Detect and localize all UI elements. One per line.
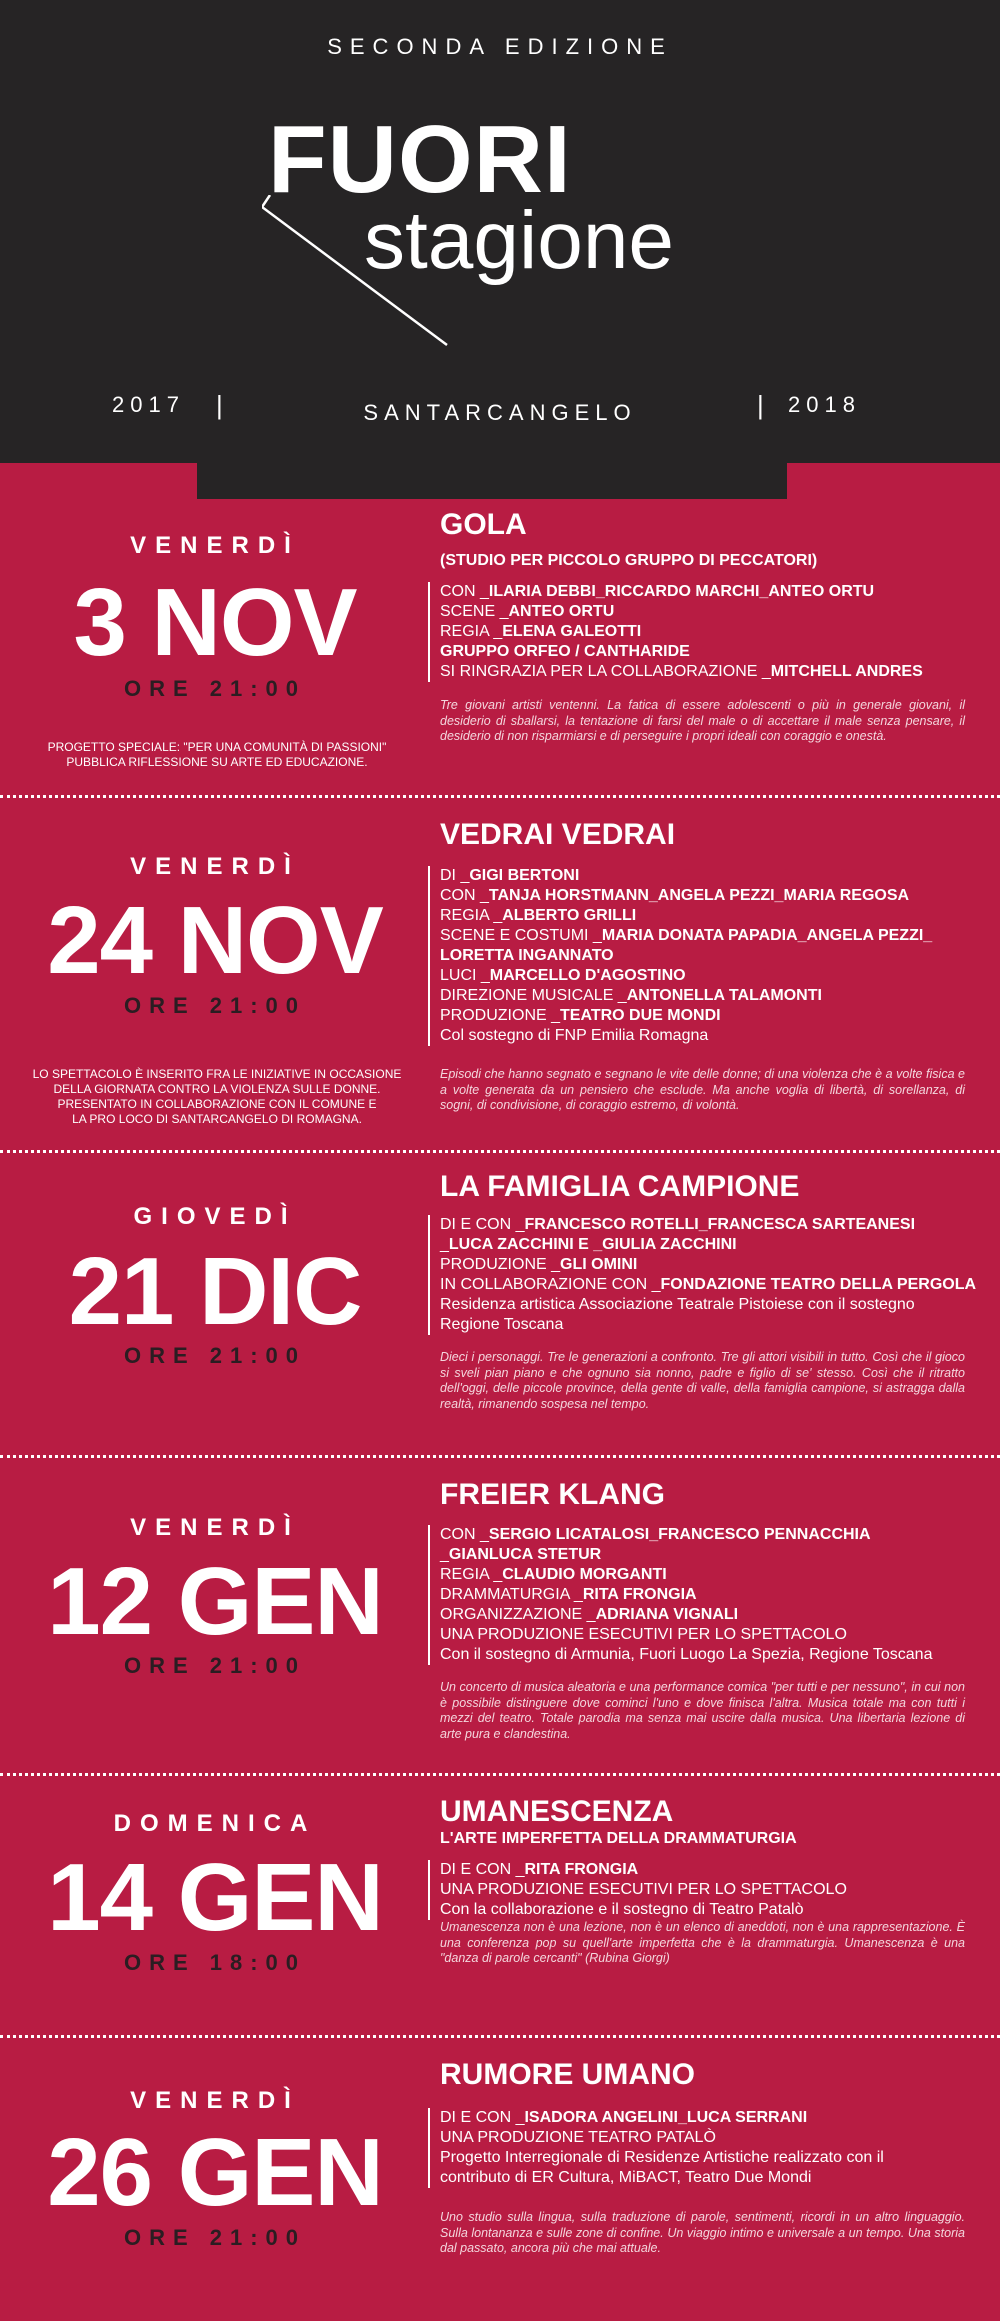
credit-line: [440, 2148, 960, 2168]
credit-line: [440, 1295, 960, 1315]
credit-line: [440, 1026, 960, 1046]
event-description: Umanescenza non è una lezione, non è un elenco di aneddoti, non è una rappresentazione. È una conferenza pop su quell'arte imperfetta che è la drammaturgia. Umanescenza è una "danza di parole cercanti" (Rubina Giorgi): [440, 1920, 965, 1965]
credit-names: ANTONELLA TALAMONTI: [626, 987, 822, 1004]
credit-role: DI E CON _: [440, 2109, 525, 2126]
credit-names: GIGI BERTONI: [469, 867, 580, 884]
event-day: VENERDÌ: [130, 2087, 300, 2114]
event-credits-bar: [428, 1525, 430, 1665]
event-divider: [0, 2035, 1000, 2038]
credit-line: [440, 1235, 960, 1255]
credit-line: [440, 906, 960, 926]
credit-line: [440, 966, 960, 986]
event-title: FREIER KLANG: [440, 1478, 665, 1511]
credit-line: [440, 1215, 960, 1235]
credit-names: RITA FRONGIA: [582, 1586, 697, 1603]
credit-role: LUCI _: [440, 967, 490, 984]
credit-names: ALBERTO GRILLI: [502, 907, 637, 924]
credit-names: RITA FRONGIA: [524, 1861, 639, 1878]
event-time: ORE 21:00: [123, 676, 307, 701]
event-note: [22, 1067, 412, 1127]
event-description: Episodi che hanno segnato e segnano le vite delle donne; di una violenza che è a volte fisica e a volte generata da un pensiero che esclude. Ma anche voglia di libertà, di sorellanza, di sogni, di condivisione, di coraggio estremo, di volontà.: [440, 1067, 965, 1112]
event-title: UMANESCENZA: [440, 1795, 674, 1828]
event-title: GOLA: [440, 508, 527, 541]
event-date: 26 GEN: [47, 2119, 383, 2226]
event-subtitle: L'ARTE IMPERFETTA DELLA DRAMMATURGIA: [440, 1830, 797, 1847]
event-credits: [440, 1525, 960, 1665]
credit-line: [440, 866, 960, 886]
credit-names: ADRIANA VIGNALI: [595, 1606, 739, 1623]
credit-role: DRAMMATURGIA _: [440, 1586, 583, 1603]
credit-role: PRODUZIONE _: [440, 1256, 561, 1273]
credit-line: [440, 1860, 960, 1880]
credit-role: REGIA _: [440, 1566, 503, 1583]
credit-names: MITCHELL ANDRES: [770, 663, 923, 680]
credit-names: ILARIA DEBBI_RICCARDO MARCHI_ANTEO ORTU: [488, 583, 875, 600]
event-credits: [440, 1215, 977, 1335]
credit-names: TANJA HORSTMANN_ANGELA PEZZI_MARIA REGOSA: [488, 887, 910, 904]
event-note-line: LO SPETTACOLO È INSERITO FRA LE INIZIATIVE IN OCCASIONE: [32, 1067, 402, 1081]
credit-line: [440, 1275, 977, 1295]
credit-line: [440, 1900, 960, 1920]
credit-role: Regione Toscana: [440, 1316, 564, 1333]
event-note-line: PRESENTATO IN COLLABORAZIONE CON IL COMUNE E: [57, 1097, 377, 1111]
event-note: [22, 740, 412, 770]
credit-names: LORETTA INGANNATO: [440, 947, 614, 964]
credit-names: GRUPPO ORFEO / CANTHARIDE: [440, 643, 690, 660]
credit-line: [440, 2168, 960, 2188]
event-description: Uno studio sulla lingua, sulla traduzione di parole, sentimenti, ricordi in un altro linguaggio. Sulla lontananza e sulle zone di confine. Un viaggio intimo e universale a un tempo. Una storia dal passato, ancora più che mai attuale.: [440, 2210, 965, 2255]
event-day: DOMENICA: [113, 1810, 317, 1837]
event-day: GIOVEDÌ: [133, 1203, 297, 1230]
event-description: Tre giovani artisti ventenni. La fatica di essere adolescenti o più in generale giovani, il desiderio di sballarsi, la tentazione di farsi del male o di accettare il male senza pensare, il desiderio di non risparmiarsi e di perseguire i propri ideali con coraggio e onestà.: [440, 698, 965, 743]
credit-names: CLAUDIO MORGANTI: [502, 1566, 667, 1583]
credit-role: DI E CON _: [440, 1216, 525, 1233]
edition-label: SECONDA EDIZIONE: [327, 34, 673, 59]
event-day: VENERDÌ: [130, 853, 300, 880]
credit-line: [440, 602, 960, 622]
logo-stagione: stagione: [364, 195, 675, 286]
year-end: 2018: [788, 392, 861, 417]
event-description: Dieci i personaggi. Tre le generazioni a confronto. Tre gli attori visibili in tutto. Così che il gioco si sveli pian piano e che ognuno sia nonno, padre e figlio di se' stesso. Così che il ritratto dell'oggi, delle piccole province, della gente di valle, della famiglia campione, si astragga dalla realtà, rimanendo sospesa nel tempo.: [440, 1350, 965, 1411]
event-title: RUMORE UMANO: [440, 2058, 695, 2091]
event-credits: [440, 582, 960, 682]
credit-line: [440, 1605, 960, 1625]
event-credits-bar: [428, 582, 430, 682]
credit-names: FRANCESCO ROTELLI_FRANCESCA SARTEANESI: [524, 1216, 916, 1233]
credit-line: [440, 926, 960, 946]
header-tab: [197, 463, 787, 499]
credit-line: [440, 1545, 960, 1565]
credit-names: ELENA GALEOTTI: [502, 623, 642, 640]
event-title: VEDRAI VEDRAI: [440, 818, 676, 851]
credit-role: PRODUZIONE _: [440, 1007, 561, 1024]
event-note-line: DELLA GIORNATA CONTRO LA VIOLENZA SULLE DONNE.: [53, 1082, 381, 1096]
credit-role: REGIA _: [440, 623, 503, 640]
credit-line: [440, 2108, 960, 2128]
credit-role: IN COLLABORAZIONE CON _: [440, 1276, 661, 1293]
event-credits-bar: [428, 2108, 430, 2188]
credit-line: [440, 1006, 960, 1026]
credit-role: SCENE _: [440, 603, 509, 620]
event-subtitle: (STUDIO PER PICCOLO GRUPPO DI PECCATORI): [440, 552, 818, 569]
event-description: Un concerto di musica aleatoria e una performance comica "per tutti e per nessuno", in cui non è possibile distinguere dove cominci l'uno e dove finisca l'altra. Musica totale ma con tutti i mezzi del teatro. Totale parodia ma senza mai uscire dalla musica. Una libertaria lezione di arte pura e clandestina.: [440, 1680, 965, 1741]
credit-names: LUCA ZACCHINI E _GIULIA ZACCHINI: [448, 1236, 737, 1253]
credit-line: [440, 1645, 960, 1665]
credit-line: [440, 582, 960, 602]
event-time: ORE 21:00: [123, 1653, 307, 1678]
event-date: 12 GEN: [47, 1548, 383, 1655]
credit-line: [440, 642, 960, 662]
credit-names: TEATRO DUE MONDI: [560, 1007, 721, 1024]
credit-role: ORGANIZZAZIONE _: [440, 1606, 596, 1623]
city-label: SANTARCANGELO: [363, 400, 637, 425]
event-day: VENERDÌ: [130, 1514, 300, 1541]
credit-names: MARIA DONATA PAPADIA_ANGELA PEZZI_: [601, 927, 933, 944]
credit-line: [440, 1880, 960, 1900]
event-credits: [440, 866, 960, 1046]
credit-line: [440, 1255, 960, 1275]
credit-role: UNA PRODUZIONE TEATRO PATALÒ: [440, 2129, 716, 2146]
credit-role: _: [440, 1546, 449, 1563]
event-date: 21 DIC: [68, 1238, 362, 1345]
credit-names: ISADORA ANGELINI_LUCA SERRANI: [524, 2109, 808, 2126]
credit-line: [440, 886, 960, 906]
credit-role: CON _: [440, 583, 489, 600]
event-divider: [0, 795, 1000, 798]
credit-names: MARCELLO D'AGOSTINO: [489, 967, 686, 984]
credit-role: SCENE E COSTUMI _: [440, 927, 602, 944]
event-time: ORE 18:00: [123, 1950, 307, 1975]
event-title: LA FAMIGLIA CAMPIONE: [440, 1170, 800, 1203]
separator-left: |: [216, 390, 223, 420]
credit-role: UNA PRODUZIONE ESECUTIVI PER LO SPETTACOLO: [440, 1626, 847, 1643]
event-day: VENERDÌ: [130, 532, 300, 559]
credit-names: SERGIO LICATALOSI_FRANCESCO PENNACCHIA: [488, 1526, 871, 1543]
credit-role: _: [440, 1236, 449, 1253]
credit-names: GIANLUCA STETUR: [448, 1546, 602, 1563]
separator-right: |: [757, 390, 764, 420]
credit-line: [440, 2128, 960, 2148]
credit-line: [440, 1585, 960, 1605]
event-time: ORE 21:00: [123, 1343, 307, 1368]
event-divider: [0, 1773, 1000, 1776]
event-note-line: LA PRO LOCO DI SANTARCANGELO DI ROMAGNA.: [72, 1112, 362, 1126]
credit-names: GLI OMINI: [560, 1256, 638, 1273]
logo-fuori: FUORI: [268, 106, 572, 213]
event-credits: [440, 1860, 960, 1920]
credit-names: FONDAZIONE TEATRO DELLA PERGOLA: [660, 1276, 977, 1293]
event-date: 24 NOV: [47, 887, 383, 994]
event-credits-bar: [428, 866, 430, 1046]
event-credits: [440, 2108, 960, 2188]
credit-role: CON _: [440, 1526, 489, 1543]
credit-names: ANTEO ORTU: [508, 603, 615, 620]
event-divider: [0, 1150, 1000, 1153]
credit-role: DIREZIONE MUSICALE _: [440, 987, 627, 1004]
credit-role: contributo di ER Cultura, MiBACT, Teatro Due Mondi: [440, 2169, 812, 2186]
credit-role: DI E CON _: [440, 1861, 525, 1878]
credit-role: Col sostegno di FNP Emilia Romagna: [440, 1027, 709, 1044]
credit-role: Con la collaborazione e il sostegno di Teatro Patalò: [440, 1901, 804, 1918]
event-credits-bar: [428, 1860, 430, 1920]
credit-role: CON _: [440, 887, 489, 904]
credit-role: UNA PRODUZIONE ESECUTIVI PER LO SPETTACOLO: [440, 1881, 847, 1898]
event-time: ORE 21:00: [123, 993, 307, 1018]
credit-line: [440, 1565, 960, 1585]
credit-line: [440, 1625, 960, 1645]
credit-role: Residenza artistica Associazione Teatrale Pistoiese con il sostegno: [440, 1296, 915, 1313]
event-date: 3 NOV: [73, 569, 357, 676]
credit-role: Progetto Interregionale di Residenze Artistiche realizzato con il: [440, 2149, 884, 2166]
credit-line: [440, 1315, 960, 1335]
credit-role: REGIA _: [440, 907, 503, 924]
event-divider: [0, 1455, 1000, 1458]
event-credits-bar: [428, 1215, 430, 1335]
event-date: 14 GEN: [47, 1844, 383, 1951]
credit-line: [440, 1525, 960, 1545]
year-start: 2017: [112, 392, 185, 417]
event-note-line: PROGETTO SPECIALE: "PER UNA COMUNITÀ DI PASSIONI": [47, 740, 387, 754]
credit-line: [440, 622, 960, 642]
credit-line: [440, 946, 960, 966]
event-note-line: PUBBLICA RIFLESSIONE SU ARTE ED EDUCAZIONE.: [66, 755, 368, 769]
credit-role: SI RINGRAZIA PER LA COLLABORAZIONE _: [440, 663, 771, 680]
credit-line: [440, 986, 960, 1006]
credit-line: [440, 662, 960, 682]
credit-role: Con il sostegno di Armunia, Fuori Luogo La Spezia, Regione Toscana: [440, 1646, 933, 1663]
event-time: ORE 21:00: [123, 2225, 307, 2250]
credit-role: DI _: [440, 867, 470, 884]
